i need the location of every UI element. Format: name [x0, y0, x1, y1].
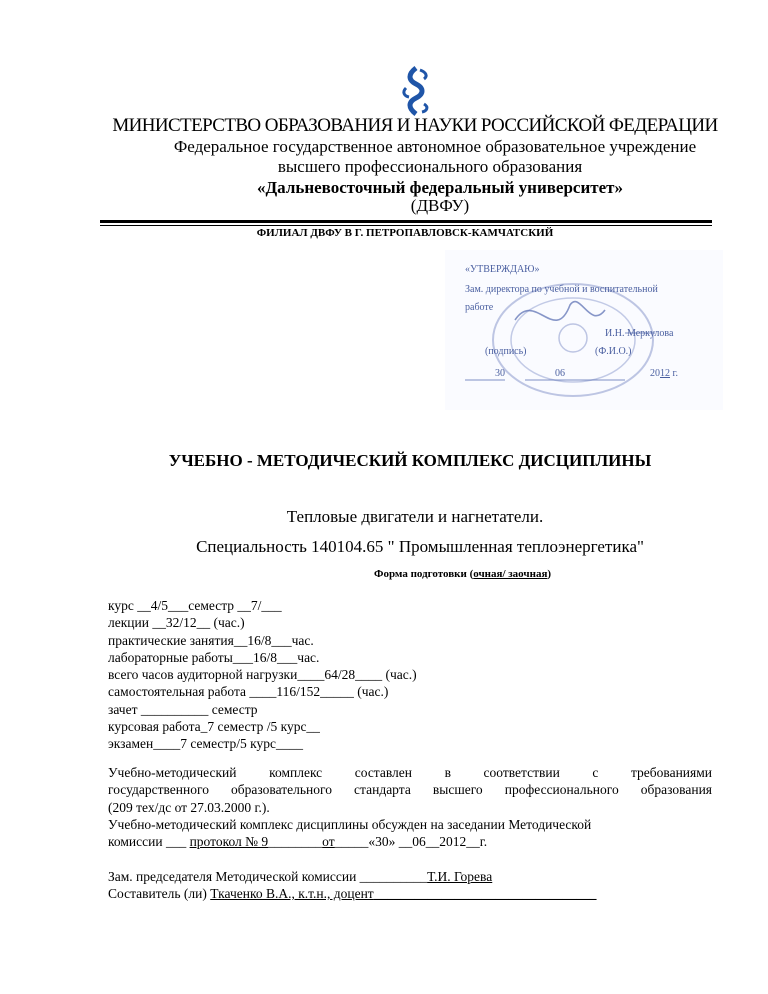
university-abbreviation: (ДВФУ)	[410, 196, 470, 215]
stamp-position-line2: работе	[465, 302, 494, 313]
stamp-fio-caption: (Ф.И.О.)	[595, 346, 632, 357]
branch-name: ФИЛИАЛ ДВФУ В Г. ПЕТРОПАВЛОВСК-КАМЧАТСКИЙ	[256, 227, 554, 239]
self-study-line: самостоятельная работа ____116/152_____ (час.)	[108, 684, 389, 700]
stamp-name: И.Н. Меркулова	[605, 328, 674, 339]
author-line: Составитель (ли) Ткаченко В.А., к.т.н., доцент_________________________________	[108, 886, 597, 902]
practical-line: практические занятия__16/8___час.	[108, 632, 314, 648]
university-logo	[396, 66, 436, 116]
ministry-name: МИНИСТЕРСТВО ОБРАЗОВАНИЯ И НАУКИ РОССИЙСКОЙ ФЕДЕРАЦИИ	[112, 115, 718, 136]
exam-line: экзамен____7 семестр/5 курс____	[108, 736, 303, 752]
document-title: УЧЕБНО - МЕТОДИЧЕСКИЙ КОМПЛЕКС ДИСЦИПЛИНЫ	[168, 451, 652, 470]
total-hours-line: всего часов аудиторной нагрузки____64/28____ (час.)	[108, 667, 417, 683]
signatures	[108, 868, 596, 903]
lectures-line: лекции __32/12__ (час.)	[108, 615, 245, 631]
compliance-line-5: комиссии ___ протокол № 9________от_____«30» __06__2012__г.	[108, 834, 488, 850]
header-divider-thin	[100, 225, 712, 226]
stamp-date-year: 2012 г.	[650, 368, 678, 379]
stamp-date-day: 30	[495, 368, 505, 379]
compliance-line-1: Учебно-методический комплекс составлен в соответствии с требованиями	[108, 765, 712, 780]
education-level: высшего профессионального образования	[277, 157, 583, 176]
course-line: курс __4/5___семестр __7/___	[108, 598, 282, 613]
approval-stamp	[445, 250, 723, 410]
coursework-line: курсовая работа_7 семестр /5 курс__	[108, 719, 320, 735]
course-info	[108, 597, 417, 753]
credit-line: зачет __________ семестр	[108, 701, 258, 717]
discipline-name: Тепловые двигатели и нагнетатели.	[286, 507, 544, 526]
labs-line: лабораторные работы___16/8___час.	[108, 649, 320, 665]
compliance-line-3: (209 тех/дс от 27.03.2000 г.).	[108, 799, 270, 815]
stamp-approved: «УТВЕРЖДАЮ»	[465, 264, 540, 275]
specialty: Специальность 140104.65 " Промышленная теплоэнергетика"	[196, 537, 644, 556]
header-divider-thick	[100, 220, 712, 223]
compliance-line-4: Учебно-методический комплекс дисциплины обсужден на заседании Методической	[108, 816, 592, 832]
compliance-paragraph	[108, 764, 712, 850]
stamp-signature-caption: (подпись)	[485, 346, 527, 357]
stamp-date-month: 06	[555, 368, 565, 379]
deputy-chair-line: Зам. председателя Методической комиссии __________Т.И. Горева	[108, 869, 493, 884]
university-name: «Дальневосточный федеральный университет»	[256, 178, 624, 197]
compliance-line-2: государственного образовательного стандарта высшего профессионального образования	[108, 782, 712, 798]
stamp-position-line1: Зам. директора по учебной и воспитательной	[465, 284, 658, 295]
institution-type: Федеральное государственное автономное образовательное учреждение	[173, 137, 697, 156]
study-form: Форма подготовки (очная/ заочная)	[374, 568, 552, 580]
